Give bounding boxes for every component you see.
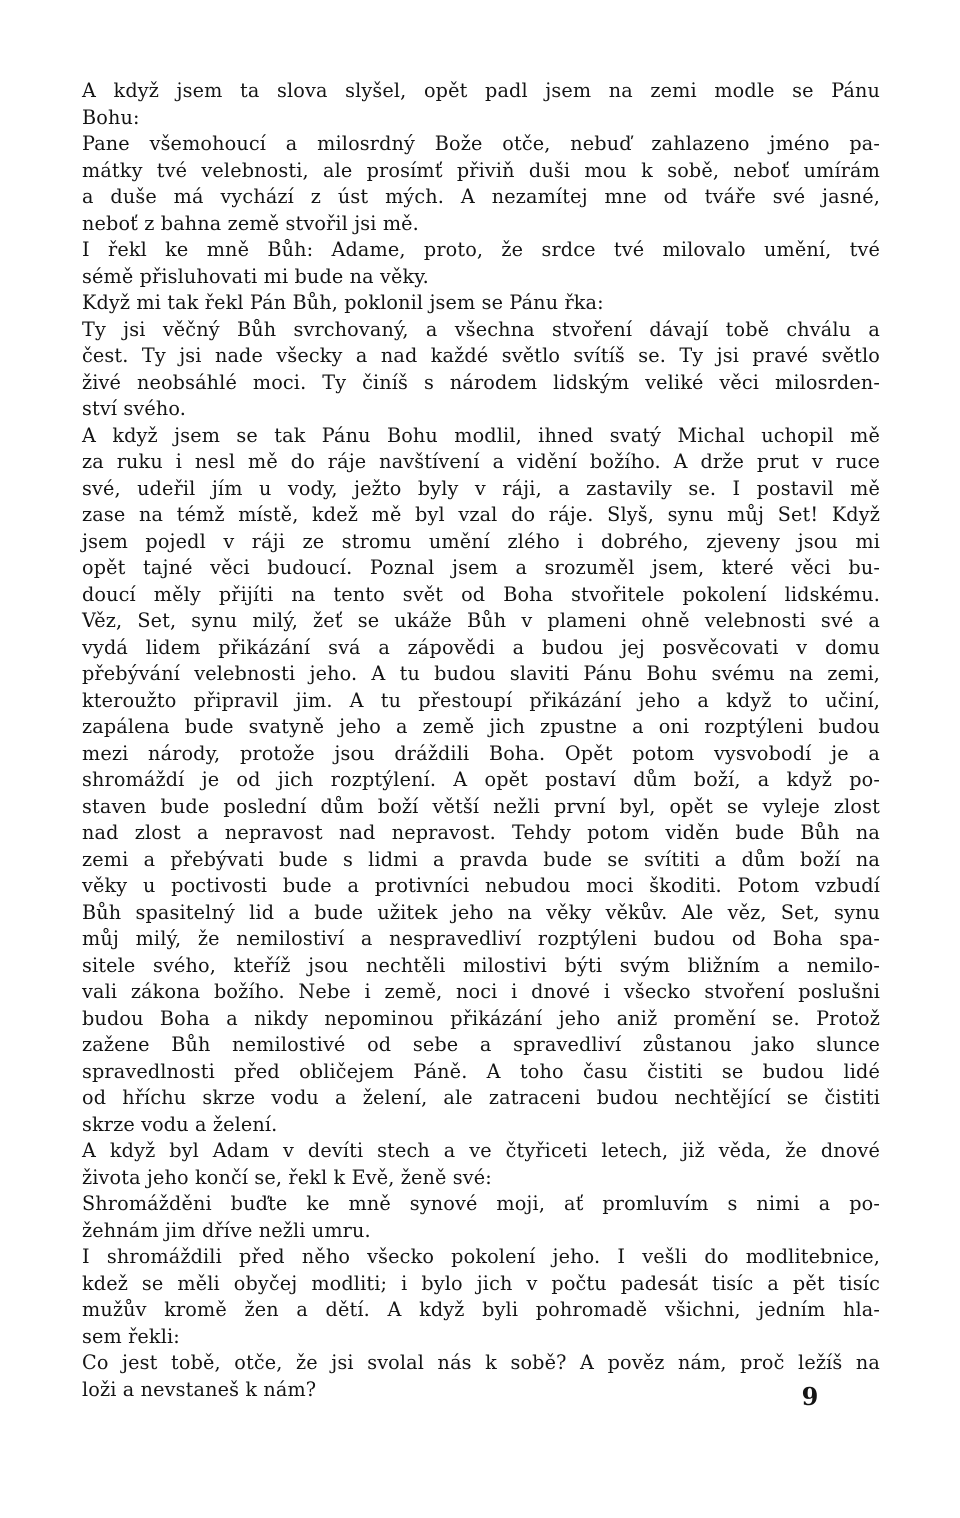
text-line: života jeho končí se, řekl k Evě, ženě své: (82, 1165, 492, 1189)
text-line: mužův kromě žen a dětí. A když byli pohromadě všichni, jedním hla- (82, 1298, 880, 1321)
text-line: Věz, Set, synu milý, žeť se ukáže Bůh v plameni ohně velebnosti své a (82, 609, 880, 632)
text-line: čest. Ty jsi nade všecky a nad každé světlo svítíš se. Ty jsi pravé světlo (82, 344, 880, 367)
text-line: vali zákona božího. Nebe i země, noci i dnové i všecko stvoření poslušni (82, 980, 880, 1003)
text-line: Bohu: (82, 105, 140, 129)
text-line: budou Boha a nikdy nepominou přikázání jeho aniž promění se. Protož (82, 1006, 880, 1030)
text-line: vydá lidem přikázání svá a zápovědi a budou jej posvěcovati v domu (82, 635, 880, 659)
body-text (82, 78, 880, 1403)
text-line: zemi a přebývati bude s lidmi a pravda bude se svítiti a dům boží na (82, 847, 880, 871)
text-line: Ty jsi věčný Bůh svrchovaný, a všechna stvoření dávají tobě chválu a (82, 317, 880, 341)
text-line: sem řekli: (82, 1324, 180, 1348)
text-line: živé neobsáhlé moci. Ty činíš s národem lidským veliké věci milosrden- (82, 370, 880, 394)
text-line: věky u poctivosti bude a protivníci nebudou moci škoditi. Potom vzbudí (82, 874, 880, 897)
text-line: kteroužto připravil jim. A tu přestoupí přikázání jeho a když to učiní, (82, 688, 880, 712)
text-line: nad zlost a nepravost nad nepravost. Tehdy potom viděn bude Bůh na (82, 821, 880, 844)
text-line: Když mi tak řekl Pán Bůh, poklonil jsem se Pánu řka: (82, 291, 604, 314)
text-line: kdež se měli obyčej modliti; i bylo jich v počtu padesát tisíc a pět tisíc (82, 1271, 880, 1295)
text-line: Bůh spasitelný lid a bude užitek jeho na věky věkův. Ale věz, Set, synu (82, 900, 880, 924)
text-line: zapálena bude svatyně jeho a země jich zpustne a oni rozptýleni budou (82, 715, 880, 738)
text-line: skrze vodu a želení. (82, 1112, 278, 1136)
text-line: Shromážděni buďte ke mně synové moji, ať promluvím s nimi a po- (82, 1192, 880, 1215)
text-line: přebývání velebnosti jeho. A tu budou slaviti Pánu Bohu svému na zemi, (82, 662, 880, 685)
text-line: shromáždí je od jich rozptýlení. A opět postaví dům boží, a když po- (82, 768, 880, 791)
page-number: 9 (801, 1382, 819, 1411)
text-line: a duše má vychází z úst mých. A nezamítej mne od tváře své jasné, (82, 185, 880, 208)
text-line: zažene Bůh nemilostivé od sebe a spravedliví zůstanou jako slunce (82, 1033, 880, 1056)
text-line: od hříchu skrze vodu a želení, ale zatraceni budou nechtějící se čistiti (82, 1086, 880, 1109)
text-line: Pane všemohoucí a milosrdný Bože otče, nebuď zahlazeno jméno pa- (82, 132, 880, 155)
text-line: staven bude poslední dům boží větší nežli první byl, opět se vyleje zlost (82, 794, 880, 818)
text-line: neboť z bahna země stvořil jsi mě. (82, 211, 419, 235)
text-line: I řekl ke mně Bůh: Adame, proto, že srdce tvé milovalo umění, tvé (82, 238, 880, 261)
text-line: spravedlnosti před obličejem Páně. A toho času čistiti se budou lidé (82, 1059, 880, 1083)
text-line: mátky tvé velebnosti, ale prosímť přiviň duši mou k sobě, neboť umírám (82, 158, 880, 182)
text-line: mezi národy, protože jsou dráždili Boha. Opět potom vysvobodí je a (82, 741, 880, 765)
text-line: loži a nevstaneš k nám? (82, 1377, 317, 1401)
text-line: A když jsem se tak Pánu Bohu modlil, ihned svatý Michal uchopil mě (82, 423, 880, 447)
text-line: A když byl Adam v devíti stech a ve čtyřiceti letech, již věda, že dnové (82, 1139, 880, 1162)
text-line: své, udeřil jím u vody, ježto byly v ráji, a zastavily se. I postavil mě (82, 476, 880, 500)
text-line: A když jsem ta slova slyšel, opět padl jsem na zemi modle se Pánu (82, 79, 880, 102)
text-line: za ruku i nesl mě do ráje navštívení a vidění božího. A drže prut v ruce (82, 450, 880, 473)
text-line: Co jest tobě, otče, že jsi svolal nás k sobě? A pověz nám, proč ležíš na (82, 1351, 880, 1374)
text-line: doucí měly přijíti na tento svět od Boha stvořitele pokolení lidskému. (82, 582, 880, 606)
text-line: sémě přisluhovati mi bude na věky. (82, 264, 429, 288)
text-line: zase na témž místě, kdež mě byl vzal do ráje. Slyš, synu můj Set! Když (82, 503, 880, 526)
text-line: jsem pojedl v ráji ze stromu umění zlého i dobrého, zjeveny jsou mi (82, 529, 880, 553)
text-line: I shromáždili před něho všecko pokolení jeho. I vešli do modlitebnice, (82, 1245, 880, 1268)
text-line: sitele svého, kteříž jsou nechtěli milostivi býti svým bližním a nemilo- (82, 953, 880, 977)
text-line: opět tajné věci budoucí. Poznal jsem a srozuměl jsem, které věci bu- (82, 556, 880, 579)
text-line: můj milý, že nemilostiví a nespravedliví rozptýleni budou od Boha spa- (82, 927, 880, 950)
text-line: žehnám jim dříve nežli umru. (82, 1218, 371, 1242)
text-line: ství svého. (82, 397, 186, 420)
